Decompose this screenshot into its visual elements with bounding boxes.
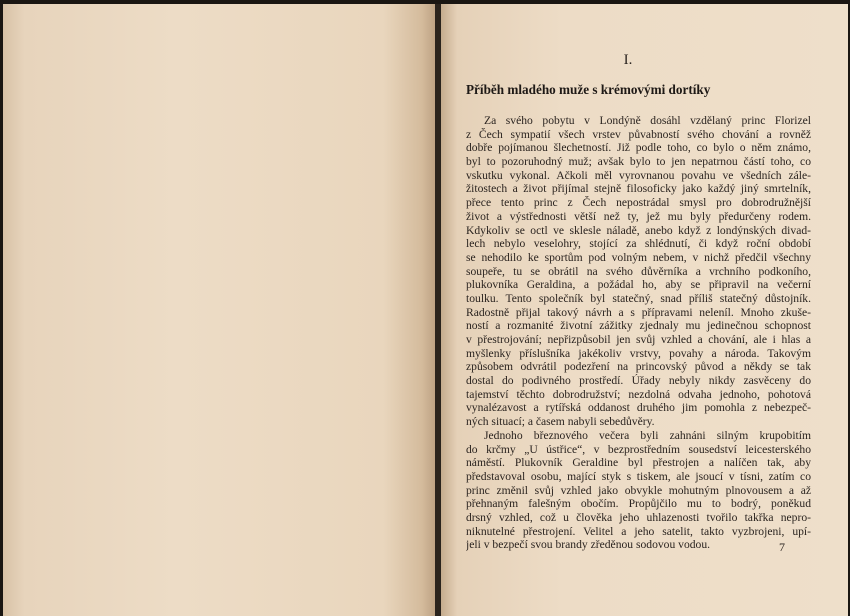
text-line: Jednoho březnového večera byli zahnáni silným krupobitím [484, 428, 811, 442]
text-line: ných situací; a časem nabyli sebedůvěry. [466, 415, 655, 429]
text-line: přece tento princ z Čech nepostrádal smysl pro dobrodružnější [466, 196, 811, 210]
text-line: plukovníka Geraldina, a požádal ho, aby se připravil na večerní [466, 278, 811, 292]
text-line: život a výstřednosti větší než ty, jež mu byly předurčeny rodem. [466, 209, 811, 223]
text-line: myšlenky příslušníka jakékoliv vrstvy, povahy a národa. Takovým [466, 346, 811, 360]
body-text [466, 114, 811, 552]
text-line: niknutelné přestrojení. Velitel a jeho satelit, takto vyzbrojeni, upí- [466, 524, 811, 538]
text-line: způsobem odvrátil podezření na princovský původ a někdy se tak [466, 360, 811, 374]
text-line: lech nebylo veselohry, stojící za shlédnutí, či když roční období [466, 237, 811, 251]
text-line: náměstí. Plukovník Geraldine byl přestrojen a nalíčen tak, aby [466, 456, 811, 470]
text-line: do krčmy „U ústřice“, v bezprostředním sousedství leicesterského [466, 442, 811, 456]
text-line: byl to pozoruhodný muž; avšak bylo to jen nepatrnou částí toho, co [466, 155, 811, 169]
text-line: princ změnil svůj vzhled jako obvykle mohutným plnovousem a až [466, 483, 811, 497]
text-line: tajemství těchto dobrodružství; nezdolná odvaha jednoho, pohotová [466, 387, 811, 401]
text-line: toulku. Tento společník byl statečný, snad příliš statečný důstojník. [466, 291, 811, 305]
text-line: dobře pojímanou šlechetností. Již podle toho, co bylo o něm známo, [466, 141, 811, 155]
text-line: Za svého pobytu v Londýně dosáhl vzdělaný princ Florizel [484, 114, 811, 127]
text-line: dostal do podivného prostředí. Úřady nebyly nikdy zasvěceny do [466, 374, 811, 388]
page-number: 7 [779, 540, 785, 554]
text-line: přehnaným falešným obočím. Propůjčilo mu to bodrý, poněkud [466, 497, 811, 511]
text-line: vynalézavost a rytířská oddanost druhého jim pomohla z nebezpeč- [466, 401, 811, 415]
text-line: z Čech sympatií všech vrstev půvabností svého chování a rovněž [466, 127, 811, 141]
chapter-title: Příběh mladého muže s krémovými dortíky [466, 82, 711, 97]
text-line: Kdykoliv se octl ve sklesle náladě, anebo když z londýnských divad- [466, 223, 811, 237]
text-line: drsný vzhled, což u člověka jeho uhlazenosti tvořilo takřka nepro- [466, 510, 811, 524]
text-line: Radostně přijal takový návrh a s přípravami neleníl. Mnoho zkuše- [466, 305, 811, 319]
text-line: v přestrojování; nepřizpůsobil jen svůj vzhled a chování, ale i hlas a [466, 333, 811, 346]
text-line: jeli v bezpečí svou brandy zředěnou sodovou vodou. [466, 538, 711, 552]
text-line: představoval osobu, mající styk s tiskem, ale jsoucí v tísni, zatím co [466, 469, 811, 483]
text-line: ností a rozmanité životní zážitky zjednaly mu jedinečnou schopnost [466, 319, 811, 333]
text-line: žitostech a život přijímal stejně filosoficky jako každý jiný smrtelník, [466, 182, 811, 196]
chapter-number: I. [623, 52, 633, 68]
left-page-blank [3, 4, 435, 616]
text-line: vskutku vykonal. Ačkoli měl vyrovnanou povahu ve všedních zále- [466, 168, 811, 182]
text-line: soupeře, tu se obrátil na svého důvěrníka a vrchního podkoního, [466, 264, 811, 278]
text-line: se nehodilo ke sportům pod volným nebem, v nichž předčil všechny [466, 250, 811, 264]
